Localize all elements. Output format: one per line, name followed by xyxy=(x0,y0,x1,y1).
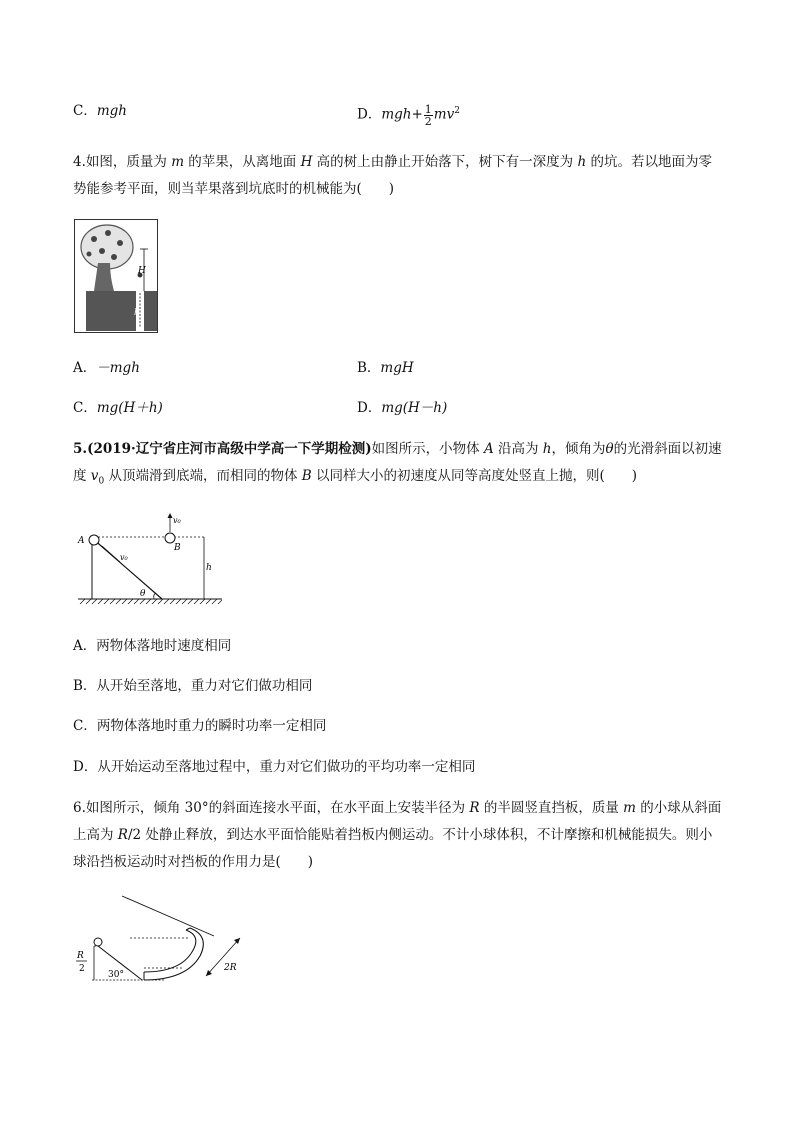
option-text: mgH xyxy=(380,360,414,376)
q4-var-H: H xyxy=(300,154,313,170)
option-label: A． xyxy=(73,360,97,376)
q6-number: 6. xyxy=(73,800,86,816)
option-text: －mgh xyxy=(96,360,140,376)
q5-text: 度 xyxy=(73,468,91,484)
q4-text: 高的树上由静止开始落下，树下有一深度为 xyxy=(312,154,578,170)
label-angle: 30° xyxy=(108,970,124,980)
q5-text: 沿高为 xyxy=(493,441,543,457)
q6-var-R: R xyxy=(469,800,480,816)
incline-slope xyxy=(92,538,162,599)
q5-text: 从顶端滑到底端，而相同的物体 xyxy=(104,468,302,484)
q3-option-d-sup: 2 xyxy=(454,106,460,116)
label-v0-slope: v₀ xyxy=(120,553,128,562)
q5-var-A: A xyxy=(483,441,494,457)
q5-option-d: D．从开始运动至落地过程中，重力对它们做功的平均功率一定相同 xyxy=(73,759,476,775)
q3-option-d-label: D． xyxy=(357,106,382,123)
velocity-arrow-slope xyxy=(102,546,120,562)
q6-line-3: 球沿挡板运动时对挡板的作用力是( ) xyxy=(73,854,314,870)
fraction-numerator: 1 xyxy=(424,102,432,116)
barrier-inner xyxy=(144,930,196,972)
option-label: C． xyxy=(73,400,97,416)
q6-text: 如图所示，倾角 30°的斜面连接水平面，在水平面上安装半径为 xyxy=(85,800,470,816)
option-text: mg(H－h) xyxy=(381,400,448,416)
q6-text: /2 处静止释放，到达水平面恰能贴着挡板内侧运动。不计小球体积，不计摩擦和机械能损失。则小 xyxy=(127,827,713,843)
q4-line-2: 势能参考平面，则当苹果落到坑底时的机械能为( ) xyxy=(73,181,395,197)
q5-var-v: v xyxy=(90,468,99,484)
q6-text: 的小球从斜面 xyxy=(635,800,722,816)
label-R: R xyxy=(77,951,84,961)
q3-option-d-prefix: mgh xyxy=(381,106,412,123)
q5-number: 5. xyxy=(73,441,88,457)
apple-icon xyxy=(105,230,111,236)
q5-option-c: C．两物体落地时重力的瞬时功率一定相同 xyxy=(73,718,327,734)
q4-option-d xyxy=(357,398,447,418)
q5-var-B: B xyxy=(301,468,312,484)
apple-icon xyxy=(117,240,123,246)
option-label: B． xyxy=(357,360,381,376)
q4-var-h: h xyxy=(577,154,587,170)
label-theta: θ xyxy=(140,589,146,599)
apple-icon xyxy=(99,248,105,254)
q4-option-c xyxy=(73,398,163,418)
barrier-edge xyxy=(186,928,190,930)
label-B: B xyxy=(174,543,181,553)
apple-icon xyxy=(87,252,92,257)
q5-var-theta: θ xyxy=(605,441,614,457)
q5-line-2 xyxy=(73,463,725,496)
q3-option-c xyxy=(73,101,127,121)
q4-line-1 xyxy=(73,149,725,176)
label-2R: 2R xyxy=(224,963,237,973)
label-H: H xyxy=(138,266,146,276)
q4-option-b xyxy=(357,358,414,378)
q6-line-1 xyxy=(73,795,725,822)
ground-hatch xyxy=(80,599,222,604)
apple-icon xyxy=(111,254,117,260)
incline-upper-line xyxy=(122,896,214,936)
label-2: 2 xyxy=(79,964,85,974)
q6-text: 的半圆竖直挡板，质量 xyxy=(479,800,624,816)
option-text: mg(H＋h) xyxy=(96,400,163,416)
q3-option-d-suffix: mv xyxy=(433,106,455,123)
q3-option-d-fraction xyxy=(424,104,433,127)
label-v0-up: v₀ xyxy=(173,516,181,525)
q5-var-v-sub: 0 xyxy=(98,476,105,487)
q5-incline-figure xyxy=(74,510,224,610)
q4-option-a xyxy=(73,358,140,378)
q3-option-c-label: C． xyxy=(73,103,97,119)
q4-apple-tree-figure xyxy=(74,219,158,333)
q5-line-1 xyxy=(73,436,725,463)
label-h: h xyxy=(206,563,212,573)
q5-var-h: h xyxy=(542,441,552,457)
arrow-head-icon xyxy=(234,938,240,944)
q5-stem xyxy=(73,436,725,496)
label-h: h xyxy=(134,308,140,318)
q4-stem xyxy=(73,149,725,203)
q6-stem xyxy=(73,795,725,876)
q3-option-d xyxy=(357,101,460,127)
option-label: D． xyxy=(357,400,382,416)
q5-option-b: B．从开始至落地，重力对它们做功相同 xyxy=(73,678,313,694)
q4-text: 的坑。若以地面为零 xyxy=(586,154,712,170)
q5-option-a: A．两物体落地时速度相同 xyxy=(73,638,232,654)
q5-source: (2019·辽宁省庄河市高级中学高一下学期检测) xyxy=(87,441,372,457)
q6-var-R: R xyxy=(117,827,128,843)
q4-text: 如图，质量为 xyxy=(85,154,172,170)
q4-text: 的苹果，从离地面 xyxy=(184,154,301,170)
q6-var-m: m xyxy=(623,800,636,816)
arrow-head-icon xyxy=(206,970,212,976)
fraction-denominator: 2 xyxy=(424,114,432,128)
q4-var-m: m xyxy=(171,154,184,170)
ball xyxy=(94,938,102,946)
label-A: A xyxy=(78,536,85,546)
q5-text: ，倾角为 xyxy=(551,441,606,457)
q3-option-c-text: mgh xyxy=(96,103,127,119)
q6-barrier-figure xyxy=(74,892,254,984)
ground-left xyxy=(86,291,136,331)
ball-A xyxy=(89,535,99,545)
q6-line-2 xyxy=(73,822,725,849)
arrow-head-up-icon xyxy=(168,513,173,518)
ground-right xyxy=(144,291,157,331)
apple-icon xyxy=(91,236,97,242)
q6-text: 上高为 xyxy=(73,827,118,843)
q5-text: 的光滑斜面以初速 xyxy=(613,441,722,457)
ball-B xyxy=(165,533,175,543)
q5-text: 如图所示，小物体 xyxy=(371,441,484,457)
q5-text: 以同样大小的初速度从同等高度处竖直上抛，则( ) xyxy=(311,468,638,484)
q3-option-d-plus: + xyxy=(411,106,423,123)
q4-number: 4. xyxy=(73,154,86,170)
